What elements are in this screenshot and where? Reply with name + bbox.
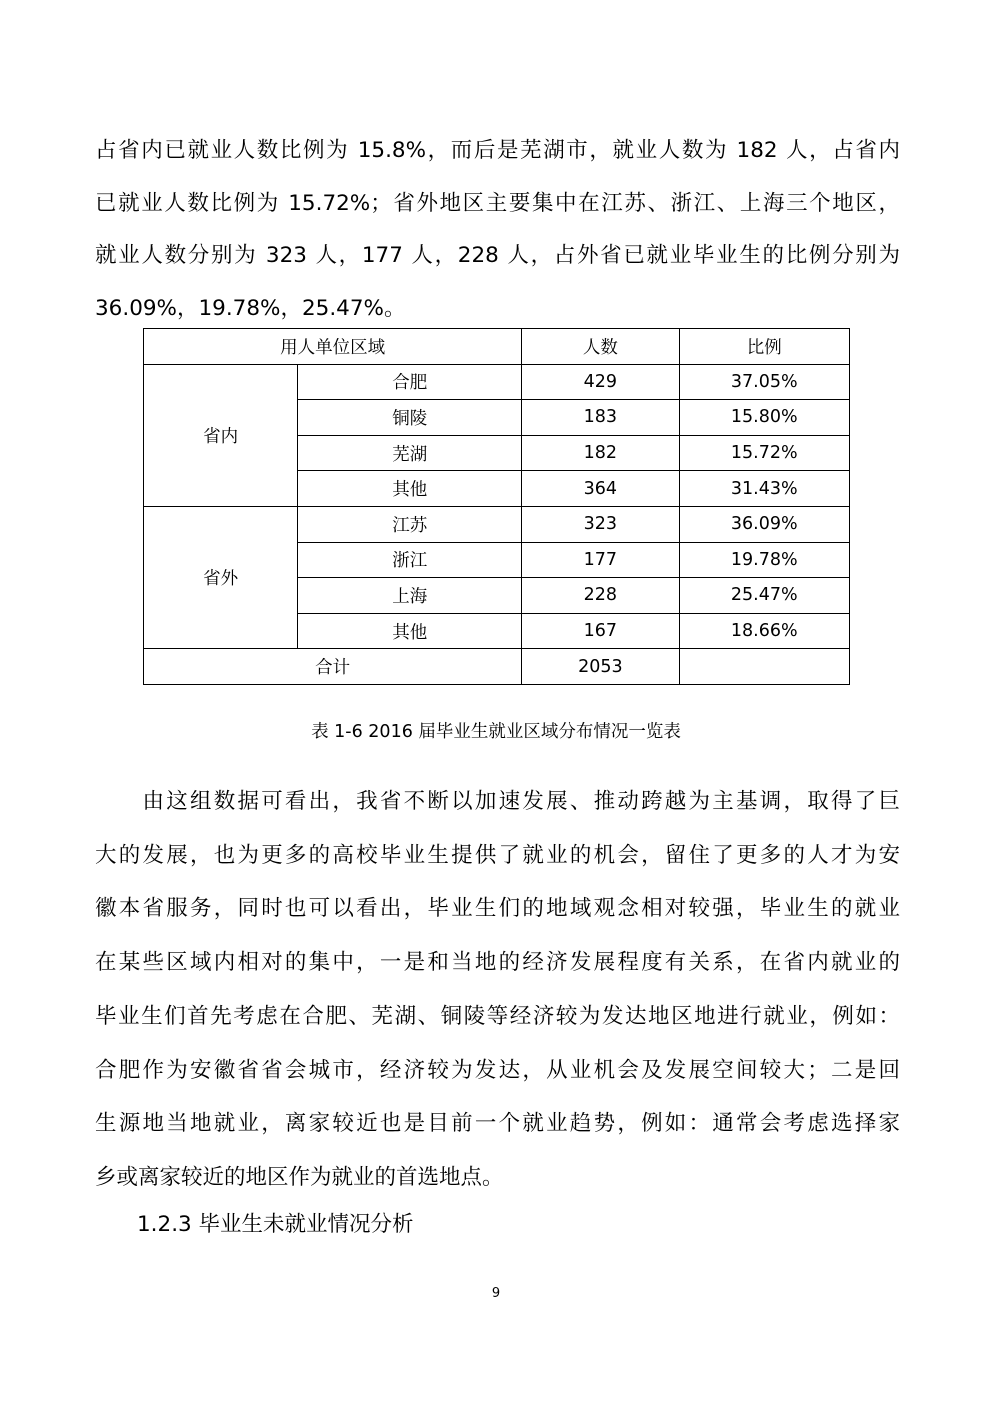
- city-cell: 合肥: [298, 364, 522, 400]
- count-cell: 183: [522, 400, 679, 436]
- total-ratio: [679, 649, 849, 685]
- count-cell: 323: [522, 506, 679, 542]
- city-cell: 江苏: [298, 506, 522, 542]
- city-cell: 芜湖: [298, 435, 522, 471]
- body-line: 乡或离家较近的地区作为就业的首选地点。: [95, 1164, 504, 1190]
- ratio-cell: 25.47%: [679, 578, 849, 614]
- count-cell: 167: [522, 613, 679, 649]
- section-heading: 1.2.3 毕业生未就业情况分析: [137, 1212, 414, 1237]
- body-paragraph: [95, 775, 900, 1205]
- table-caption: 表 1-6 2016 届毕业生就业区域分布情况一览表: [311, 722, 681, 742]
- count-cell: 364: [522, 471, 679, 507]
- intro-line: 占省内已就业人数比例为 15.8%，而后是芜湖市，就业人数为 182 人，占省内: [95, 138, 900, 163]
- body-line: 大的发展，也为更多的高校毕业生提供了就业的机会，留住了更多的人才为安: [95, 842, 900, 868]
- total-count: 2053: [522, 649, 679, 685]
- count-cell: 182: [522, 435, 679, 471]
- table-header-row: [144, 329, 850, 365]
- ratio-cell: 15.80%: [679, 400, 849, 436]
- header-ratio: 比例: [679, 329, 849, 365]
- ratio-cell: 36.09%: [679, 506, 849, 542]
- group-out-province: 省外: [144, 506, 298, 648]
- ratio-cell: 18.66%: [679, 613, 849, 649]
- intro-line: 36.09%，19.78%，25.47%。: [95, 295, 406, 321]
- body-line: 在某些区域内相对的集中，一是和当地的经济发展程度有关系，在省内就业的: [95, 950, 900, 976]
- body-line: 徽本省服务，同时也可以看出，毕业生们的地域观念相对较强，毕业生的就业: [95, 896, 900, 922]
- ratio-cell: 19.78%: [679, 542, 849, 578]
- header-region: 用人单位区域: [144, 329, 522, 365]
- ratio-cell: 37.05%: [679, 364, 849, 400]
- table-row: [144, 506, 850, 542]
- ratio-cell: 31.43%: [679, 471, 849, 507]
- city-cell: 浙江: [298, 542, 522, 578]
- intro-line: 就业人数分别为 323 人，177 人，228 人，占外省已就业毕业生的比例分别为: [95, 243, 900, 268]
- page-number: 9: [491, 1286, 501, 1301]
- count-cell: 228: [522, 578, 679, 614]
- header-count: 人数: [522, 329, 679, 365]
- city-cell: 其他: [298, 613, 522, 649]
- body-line: 生源地当地就业，离家较近也是目前一个就业趋势，例如：通常会考虑选择家: [95, 1111, 900, 1137]
- city-cell: 铜陵: [298, 400, 522, 436]
- count-cell: 429: [522, 364, 679, 400]
- intro-paragraph: [95, 125, 900, 335]
- total-label: 合计: [144, 649, 522, 685]
- employment-region-table: [143, 328, 850, 685]
- city-cell: 上海: [298, 578, 522, 614]
- body-line: 由这组数据可看出，我省不断以加速发展、推动跨越为主基调，取得了巨: [95, 789, 900, 814]
- ratio-cell: 15.72%: [679, 435, 849, 471]
- table-total-row: [144, 649, 850, 685]
- body-line: 毕业生们首先考虑在合肥、芜湖、铜陵等经济较为发达地区地进行就业，例如：: [95, 1003, 900, 1029]
- group-in-province: 省内: [144, 364, 298, 506]
- city-cell: 其他: [298, 471, 522, 507]
- body-line: 合肥作为安徽省省会城市，经济较为发达，从业机会及发展空间较大；二是回: [95, 1057, 900, 1083]
- intro-line: 已就业人数比例为 15.72%；省外地区主要集中在江苏、浙江、上海三个地区，: [95, 190, 900, 216]
- count-cell: 177: [522, 542, 679, 578]
- table-row: [144, 364, 850, 400]
